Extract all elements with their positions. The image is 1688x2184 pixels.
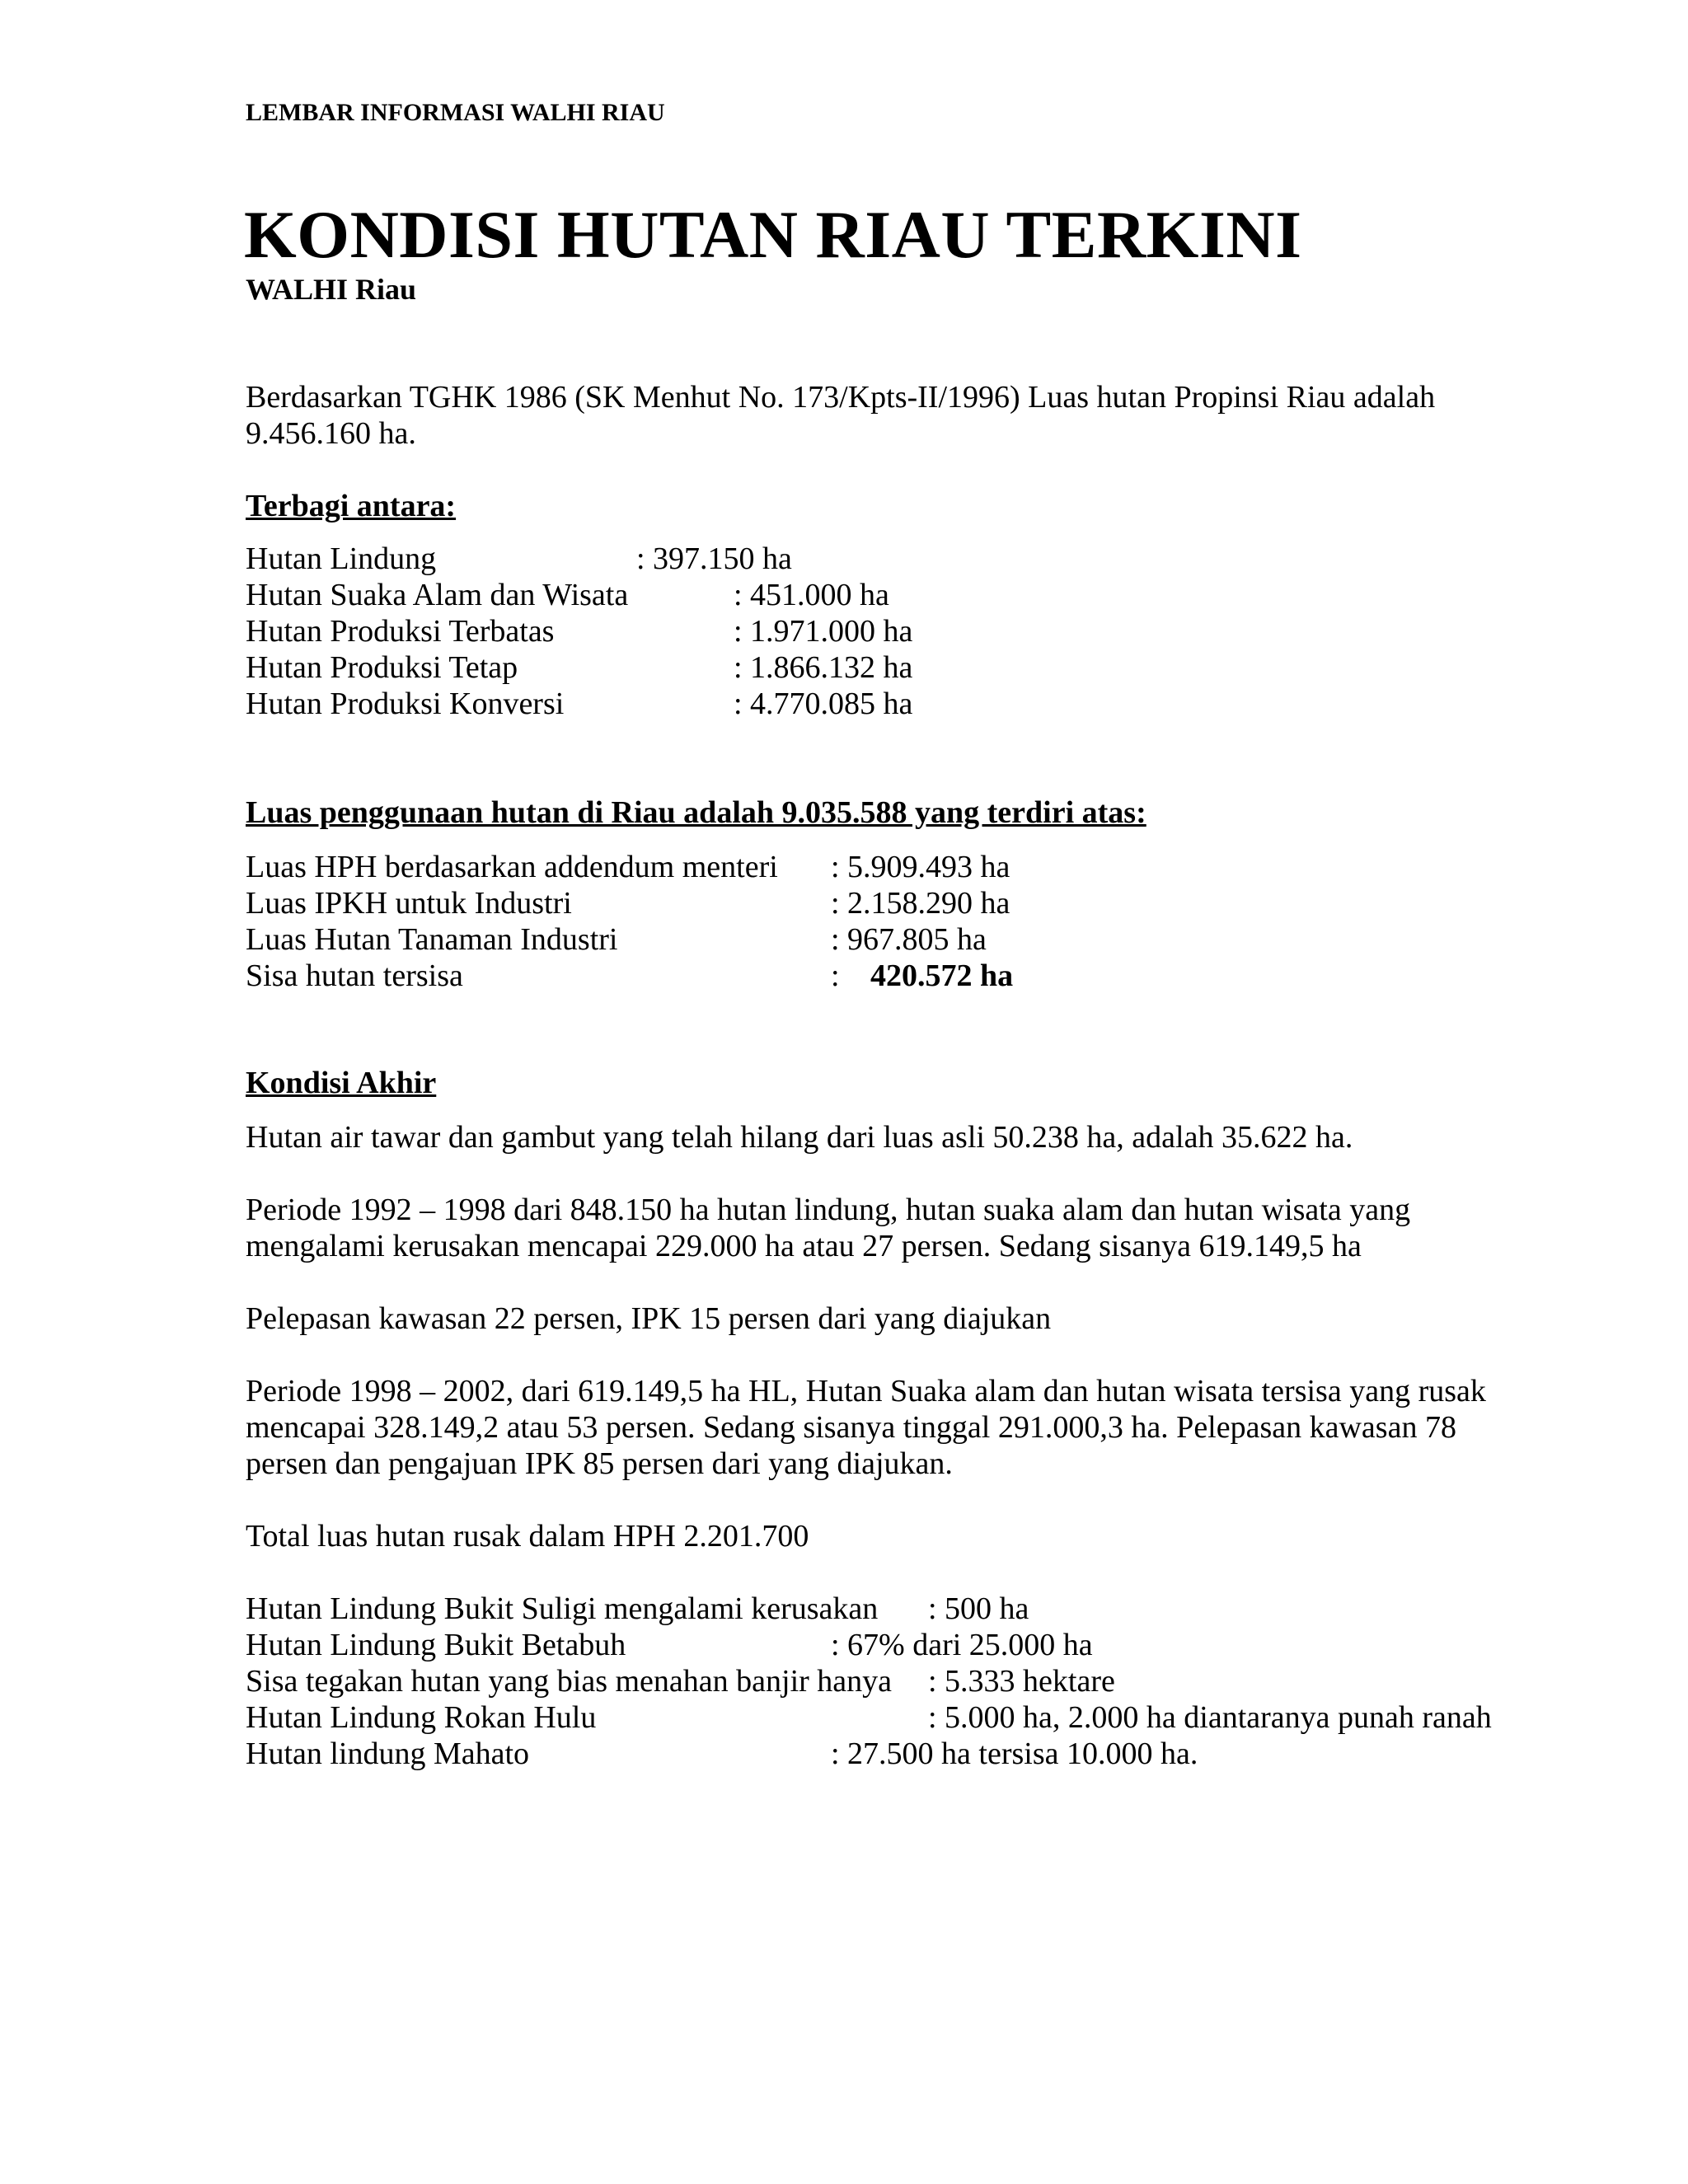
- paragraph-4-line-2: mencapai 328.149,2 atau 53 persen. Sedang sisanya tinggal 291.000,3 ha. Pelepasan kawasan 78: [246, 1410, 1456, 1445]
- row-value: : 2.158.290 ha: [831, 886, 1010, 921]
- row-label: Luas Hutan Tanaman Industri: [246, 922, 618, 957]
- intro-line-2: 9.456.160 ha.: [246, 416, 416, 451]
- paragraph-1: Hutan air tawar dan gambut yang telah hilang dari luas asli 50.238 ha, adalah 35.622 ha.: [246, 1120, 1353, 1155]
- row-value: : 27.500 ha tersisa 10.000 ha.: [831, 1736, 1198, 1771]
- author: WALHI Riau: [246, 273, 417, 306]
- row-value: : 5.909.493 ha: [831, 850, 1010, 884]
- row-label: Hutan Lindung Rokan Hulu: [246, 1700, 597, 1735]
- paragraph-2-line-1: Periode 1992 – 1998 dari 848.150 ha hutan lindung, hutan suaka alam dan hutan wisata yang: [246, 1193, 1411, 1227]
- row-value: : 4.770.085 ha: [734, 687, 913, 721]
- row-value: : 1.971.000 ha: [734, 614, 913, 649]
- paragraph-5: Total luas hutan rusak dalam HPH 2.201.700: [246, 1519, 809, 1554]
- row-value: : 1.866.132 ha: [734, 650, 913, 685]
- section-heading-terbagi: Terbagi antara:: [246, 489, 457, 523]
- paragraph-3: Pelepasan kawasan 22 persen, IPK 15 persen dari yang diajukan: [246, 1301, 1052, 1336]
- row-value: : 451.000 ha: [734, 578, 889, 612]
- row-value: : 5.000 ha, 2.000 ha diantaranya punah ranah: [928, 1700, 1492, 1735]
- row-label: Sisa hutan tersisa: [246, 958, 463, 993]
- paragraph-4-line-3: persen dan pengajuan IPK 85 persen dari yang diajukan.: [246, 1446, 953, 1481]
- row-label: Hutan Lindung: [246, 541, 437, 576]
- row-value: : 5.333 hektare: [928, 1664, 1115, 1699]
- row-label: Hutan Produksi Terbatas: [246, 614, 555, 649]
- row-value: : 500 ha: [928, 1591, 1029, 1626]
- paragraph-4-line-1: Periode 1998 – 2002, dari 619.149,5 ha HL, Hutan Suaka alam dan hutan wisata tersisa yang rusak: [246, 1374, 1486, 1408]
- row-label: Hutan lindung Mahato: [246, 1736, 530, 1771]
- row-colon: :: [831, 958, 840, 993]
- row-label: Hutan Produksi Tetap: [246, 650, 518, 685]
- row-label: Luas HPH berdasarkan addendum menteri: [246, 850, 778, 884]
- section-heading-kondisi-akhir: Kondisi Akhir: [246, 1066, 437, 1100]
- row-label: Sisa tegakan hutan yang bias menahan banjir hanya: [246, 1664, 893, 1699]
- page-title: KONDISI HUTAN RIAU TERKINI: [244, 197, 1302, 272]
- row-label: Luas IPKH untuk Industri: [246, 886, 572, 921]
- row-label: Hutan Produksi Konversi: [246, 687, 565, 721]
- row-label: Hutan Lindung Bukit Suligi mengalami kerusakan: [246, 1591, 879, 1626]
- section-heading-penggunaan: Luas penggunaan hutan di Riau adalah 9.035.588 yang terdiri atas:: [246, 795, 1146, 830]
- paragraph-2-line-2: mengalami kerusakan mencapai 229.000 ha atau 27 persen. Sedang sisanya 619.149,5 ha: [246, 1229, 1362, 1263]
- document-header: LEMBAR INFORMASI WALHI RIAU: [246, 99, 665, 126]
- row-value: : 67% dari 25.000 ha: [831, 1628, 1093, 1662]
- row-value: : 397.150 ha: [636, 541, 792, 576]
- row-label: Hutan Suaka Alam dan Wisata: [246, 578, 629, 612]
- row-value-remaining: 420.572 ha: [870, 958, 1014, 993]
- row-value: : 967.805 ha: [831, 922, 987, 957]
- intro-line-1: Berdasarkan TGHK 1986 (SK Menhut No. 173/Kpts-II/1996) Luas hutan Propinsi Riau adalah: [246, 380, 1436, 415]
- row-label: Hutan Lindung Bukit Betabuh: [246, 1628, 626, 1662]
